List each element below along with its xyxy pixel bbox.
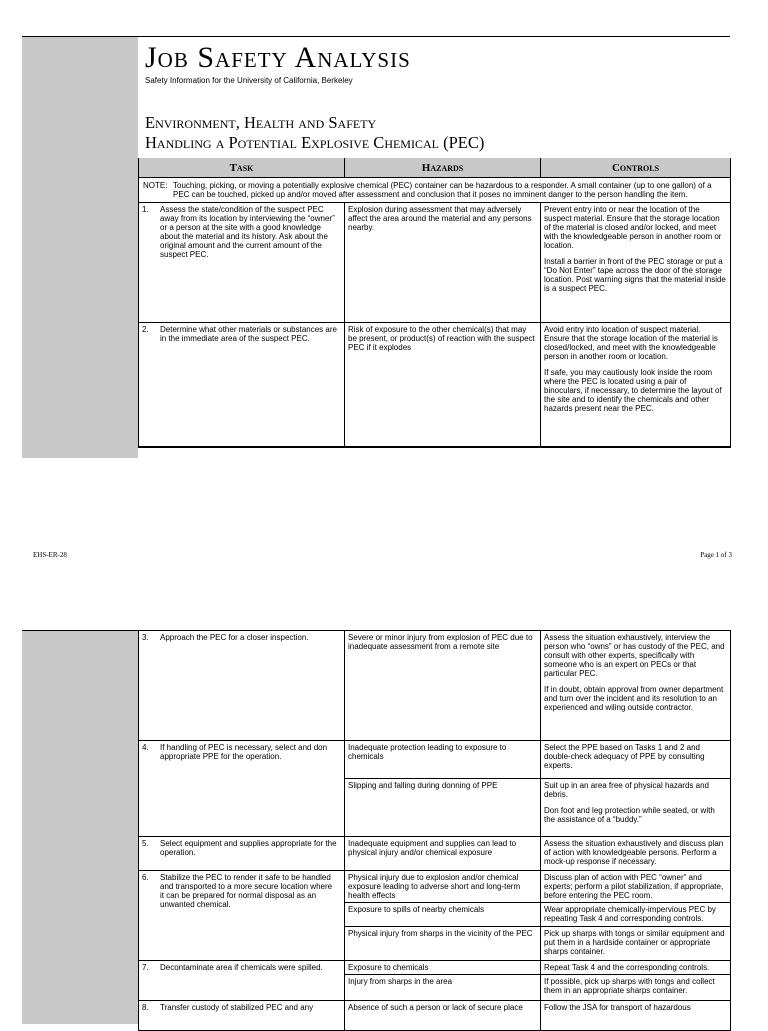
task-number: 1. (142, 205, 149, 214)
left-margin-strip (22, 630, 138, 1024)
controls-cell: Follow the JSA for transport of hazardous (541, 1001, 731, 1031)
hazard-cell: Inadequate equipment and supplies can lead to physical injury and/or chemical exposure (345, 837, 541, 871)
controls-cell: If possible, pick up sharps with tongs and collect them in an appropriate sharps container. (541, 975, 731, 1001)
table-row (139, 1001, 731, 1031)
table-row (139, 837, 731, 871)
hazard-cell: Inadequate protection leading to exposure to chemicals (345, 741, 541, 779)
table-row (139, 871, 731, 903)
control-text: Suit up in an area free of physical hazards and debris. (544, 781, 709, 799)
task-text: If handling of PEC is necessary, select and don appropriate PPE for the operation. (160, 743, 328, 761)
table-row (139, 323, 731, 447)
control-text: Install a barrier in front of the PEC storage or put a “Do Not Enter” tape across the door of the storage location. Post warning signs that the material inside is a suspect PEC. (544, 257, 726, 293)
task-number: 3. (142, 633, 149, 642)
table-row (139, 741, 731, 779)
document-subtitle: Safety Information for the University of California, Berkeley (145, 76, 353, 85)
controls-cell: Repeat Task 4 and the corresponding controls. (541, 961, 731, 975)
controls-cell (541, 779, 731, 837)
control-text: If in doubt, obtain approval from owner department and turn over the incident and its resolution to an experienced and wiling outside contractor. (544, 685, 724, 712)
task-cell (139, 203, 345, 323)
page-1 (22, 36, 730, 458)
task-cell (139, 1001, 345, 1031)
column-header-hazards: Hazards (345, 158, 541, 178)
hazard-cell: Injury from sharps in the area (345, 975, 541, 1001)
control-text: Assess the situation exhaustively, interview the person who “owns” or has custody of the PEC, and consult with other experts, specifically with someone who is an expert on PECs or that particular PEC. (544, 633, 725, 678)
note-text: Touching, picking, or moving a potentially explosive chemical (PEC) container can be hazardous to a responder. A small container (up to one gallon) of a PEC can be touched, picked up and/or moved after assessment and conclusion that it poses no imminent danger to the person handling the item. (173, 181, 712, 199)
hazard-cell: Exposure to spills of nearby chemicals (345, 903, 541, 927)
task-cell (139, 837, 345, 871)
column-header-task: Task (139, 158, 345, 178)
task-number: 4. (142, 743, 149, 752)
controls-cell: Assess the situation exhaustively and discuss plan of action with knowledgeable persons. Perform a mock-up response if necessary. (541, 837, 731, 871)
control-text: Don foot and leg protection while seated, or with the assistance of a “buddy.” (544, 806, 715, 824)
task-text: Transfer custody of stabilized PEC and any (160, 1003, 314, 1012)
note-row (139, 178, 731, 203)
task-number: 7. (142, 963, 149, 972)
hazard-cell: Physical injury from sharps in the vicinity of the PEC (345, 927, 541, 961)
control-text: Avoid entry into location of suspect material. Ensure that the storage location of the material is closed/locked, and meet with the knowledgeable person in another room or location. (544, 325, 718, 361)
jsa-table-page-2 (138, 630, 731, 1031)
table-row (139, 631, 731, 741)
controls-cell: Select the PPE based on Tasks 1 and 2 and double-check adequacy of PPE by consulting experts. (541, 741, 731, 779)
task-number: 5. (142, 839, 149, 848)
left-margin-strip (22, 36, 138, 458)
column-header-controls: Controls (541, 158, 731, 178)
task-text: Decontaminate area if chemicals were spilled. (160, 963, 323, 972)
hazard-cell: Slipping and falling during donning of PPE (345, 779, 541, 837)
hazard-cell: Risk of exposure to the other chemical(s) that may be present, or product(s) of reaction with the suspect PEC if it explodes (345, 323, 541, 447)
controls-cell (541, 203, 731, 323)
department-heading: Environment, Health and Safety (145, 113, 377, 132)
task-number: 6. (142, 873, 149, 882)
hazard-cell: Explosion during assessment that may adversely affect the area around the material and any persons nearby. (345, 203, 541, 323)
footer-page-number: Page 1 of 3 (700, 551, 732, 559)
hazard-cell: Absence of such a person or lack of secure place (345, 1001, 541, 1031)
task-cell (139, 741, 345, 837)
task-text: Assess the state/condition of the suspect PEC away from its location by interviewing the “owner” or a person at the site with a good knowledge about the material and its history. Ask about the original amount and the current amount of the suspect PEC. (160, 205, 335, 259)
task-number: 2. (142, 325, 149, 334)
table-row (139, 961, 731, 975)
page-1-content (138, 36, 730, 458)
jsa-table-page-1 (138, 158, 731, 448)
table-header-row (139, 158, 731, 178)
control-text: Prevent entry into or near the location of the suspect material. Ensure that the storage location of the material is closed and/or locked, and meet with the knowledgeable person in another room or location. (544, 205, 722, 250)
document-title: Job Safety Analysis (145, 41, 411, 74)
note-cell (139, 178, 731, 203)
hazard-cell: Severe or minor injury from explosion of PEC due to inadequate assessment from a remote site (345, 631, 541, 741)
hazard-cell: Physical injury due to explosion and/or chemical exposure leading to adverse short and long-term health effects (345, 871, 541, 903)
hazard-cell: Exposure to chemicals (345, 961, 541, 975)
controls-cell: Wear appropriate chemically-impervious PEC by repeating Task 4 and corresponding controls. (541, 903, 731, 927)
note-label: NOTE: (143, 181, 168, 190)
control-text: If safe, you may cautiously look inside the room where the PEC is located using a pair of binoculars, if necessary, to determine the layout of the site and to identify the chemicals and other hazards present near the PEC. (544, 368, 722, 413)
task-cell (139, 631, 345, 741)
task-cell (139, 961, 345, 1001)
controls-cell (541, 631, 731, 741)
task-text: Select equipment and supplies appropriate for the operation. (160, 839, 337, 857)
task-text: Determine what other materials or substances are in the immediate area of the suspect PEC. (160, 325, 337, 343)
task-text: Stabilize the PEC to render it safe to be handled and transported to a more secure location where it can be prepared for normal disposal as an unwanted chemical. (160, 873, 333, 909)
task-text: Approach the PEC for a closer inspection. (160, 633, 309, 642)
controls-cell: Discuss plan of action with PEC “owner” and experts; perform a pilot stabilization, if appropriate, before entering the PEC room. (541, 871, 731, 903)
page-2-content (138, 630, 730, 1024)
controls-cell (541, 323, 731, 447)
task-number: 8. (142, 1003, 149, 1012)
topic-heading: Handling a Potential Explosive Chemical (PEC) (145, 133, 485, 152)
table-row (139, 203, 731, 323)
task-cell (139, 323, 345, 447)
page-2 (22, 630, 730, 1024)
controls-cell: Pick up sharps with tongs or similar equipment and put them in a hardside container or appropriate sharps container. (541, 927, 731, 961)
footer-doc-code: EHS-ER-28 (33, 551, 67, 559)
task-cell (139, 871, 345, 961)
